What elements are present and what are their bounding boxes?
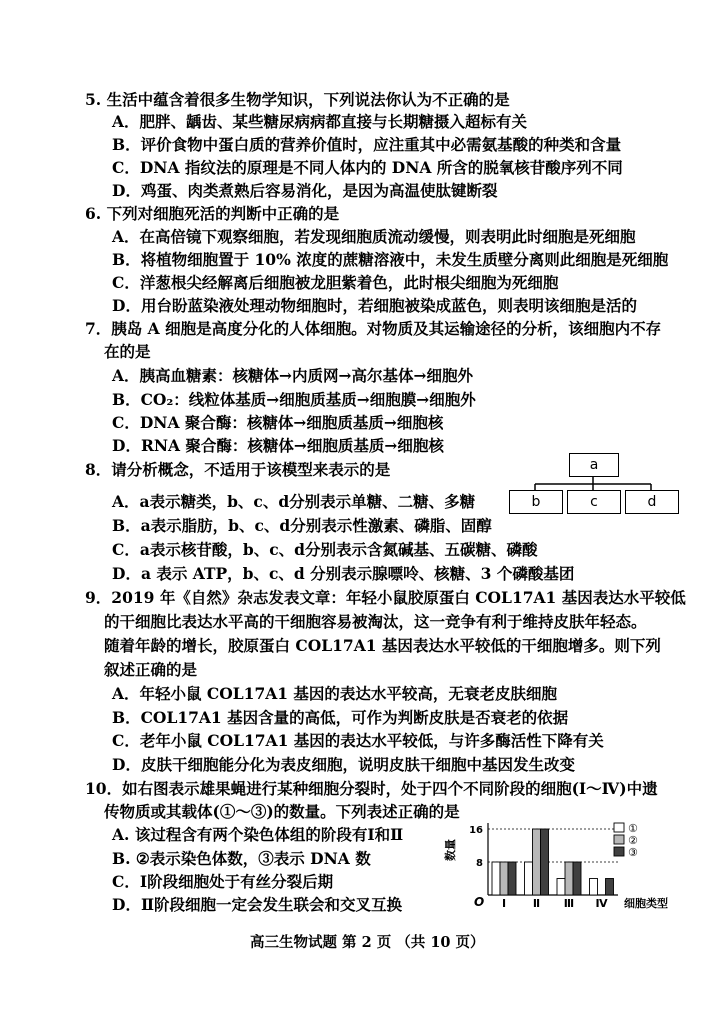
q9-option-b: B．COL17A1 基因含量的高低，可作为判断皮肤是否衰老的依据 xyxy=(112,708,569,727)
q7-option-c: C．DNA 聚合酶：核糖体→细胞质基质→细胞核 xyxy=(112,413,444,432)
q8-stem: 8．请分析概念，不适用于该模型来表示的是 xyxy=(85,460,391,479)
chart-x-axis-label: 细胞类型 xyxy=(624,897,668,910)
q7-stem-line2: 在的是 xyxy=(104,342,151,361)
q10-option-b: B. ②表示染色体数，③表示 DNA 数 xyxy=(112,849,371,868)
diagram-node-d: d xyxy=(625,490,679,514)
page-footer: 高三生物试题 第 2 页 （共 10 页） xyxy=(250,934,485,951)
q6-stem: 6. 下列对细胞死活的判断中正确的是 xyxy=(85,204,340,223)
legend-swatch-1 xyxy=(614,823,624,832)
q10-option-a: A. 该过程含有两个染色体组的阶段有Ⅰ和Ⅱ xyxy=(112,825,404,844)
q5-option-b: B．评价食物中蛋白质的营养价值时，应注重其中必需氨基酸的种类和含量 xyxy=(112,135,622,154)
q7-option-a: A．胰高血糖素：核糖体→内质网→高尔基体→细胞外 xyxy=(112,366,473,385)
bar-2-2 xyxy=(533,829,541,895)
q5-option-a: A．肥胖、龋齿、某些糖尿病病都直接与长期糖摄入超标有关 xyxy=(112,112,528,131)
q5-option-d: D．鸡蛋、肉类煮熟后容易消化，是因为高温使肽键断裂 xyxy=(112,181,498,200)
bar-2-3 xyxy=(541,829,549,895)
q8-option-a: A．a表示糖类，b、c、d分别表示单糖、二糖、多糖 xyxy=(112,492,476,511)
q6-option-d: D．用台盼蓝染液处理动物细胞时，若细胞被染成蓝色，则表明该细胞是活的 xyxy=(112,296,637,315)
q10-stem-line2: 传物质或其载体(①～③)的数量。下列表述正确的是 xyxy=(104,802,460,821)
chart-y-axis-label: 数量 xyxy=(444,839,457,861)
q6-option-a: A．在高倍镜下观察细胞，若发现细胞质流动缓慢，则表明此时细胞是死细胞 xyxy=(112,227,636,246)
x-tick-label: Ⅳ xyxy=(595,897,608,910)
q6-option-b: B．将植物细胞置于 10% 浓度的蔗糖溶液中，未发生质壁分离则此细胞是死细胞 xyxy=(112,250,669,269)
concept-model-diagram xyxy=(505,450,685,518)
bar-3-1 xyxy=(557,879,565,896)
x-tick-label: Ⅰ xyxy=(501,897,507,910)
bar-4-3 xyxy=(606,879,614,896)
q9-stem-line2: 的干细胞比表达水平高的干细胞容易被淘汰，这一竞争有利于维持皮肤年轻态。 xyxy=(104,612,647,631)
q8-option-c: C．a表示核苷酸，b、c、d分别表示含氮碱基、五碳糖、磷酸 xyxy=(112,540,538,559)
bar-3-2 xyxy=(565,862,573,895)
q9-option-d: D．皮肤干细胞能分化为表皮细胞，说明皮肤干细胞中基因发生改变 xyxy=(112,755,575,774)
q7-stem-line1: 7．胰岛 A 细胞是高度分化的人体细胞。对物质及其运输途径的分析，该细胞内不存 xyxy=(85,319,662,338)
q8-option-b: B．a表示脂肪，b、c、d分别表示性激素、磷脂、固醇 xyxy=(112,516,492,535)
bar-1-1 xyxy=(492,862,500,895)
q10-option-c: C．Ⅰ阶段细胞处于有丝分裂后期 xyxy=(112,872,334,891)
q6-option-c: C．洋葱根尖经解离后细胞被龙胆紫着色，此时根尖细胞为死细胞 xyxy=(112,273,559,292)
q5-stem: 5. 生活中蕴含着很多生物学知识，下列说法你认为不正确的是 xyxy=(85,90,510,109)
q9-option-a: A．年轻小鼠 COL17A1 基因的表达水平较高，无衰老皮肤细胞 xyxy=(112,684,557,703)
diagram-node-b: b xyxy=(509,490,563,514)
legend-label-3: ③ xyxy=(628,846,638,859)
legend-swatch-2 xyxy=(614,835,624,844)
bar-4-1 xyxy=(590,879,598,896)
legend-label-1: ① xyxy=(628,822,638,835)
y-tick-label: 16 xyxy=(469,825,483,836)
x-tick-label: Ⅲ xyxy=(563,897,575,910)
legend-label-2: ② xyxy=(628,834,638,847)
bar-2-1 xyxy=(525,862,533,895)
bar-1-2 xyxy=(500,862,508,895)
bar-1-3 xyxy=(508,862,516,895)
q9-stem-line3: 随着年龄的增长，胶原蛋白 COL17A1 基因表达水平较低的干细胞增多。则下列 xyxy=(104,636,661,655)
x-tick-label: Ⅱ xyxy=(532,897,541,910)
chart-origin-label: O xyxy=(474,895,485,909)
y-tick-label: 8 xyxy=(476,858,483,869)
q10-stem-line1: 10．如右图表示雄果蝇进行某种细胞分裂时，处于四个不同阶段的细胞(Ⅰ～Ⅳ)中遗 xyxy=(85,779,658,798)
q10-option-d: D．Ⅱ阶段细胞一定会发生联会和交叉互换 xyxy=(112,895,403,914)
q7-option-b: B．CO₂：线粒体基质→细胞质基质→细胞膜→细胞外 xyxy=(112,390,476,409)
bar-3-3 xyxy=(573,862,581,895)
q8-option-d: D．a 表示 ATP，b、c、d 分别表示腺嘌呤、核糖、3 个磷酸基团 xyxy=(112,564,575,583)
diagram-node-a: a xyxy=(569,453,619,477)
diagram-node-c: c xyxy=(567,490,621,514)
q9-option-c: C．老年小鼠 COL17A1 基因的表达水平较低，与许多酶活性下降有关 xyxy=(112,731,604,750)
q7-option-d: D．RNA 聚合酶：核糖体→细胞质基质→细胞核 xyxy=(112,436,444,455)
q9-stem-line4: 叙述正确的是 xyxy=(104,660,198,679)
cell-stage-bar-chart xyxy=(440,815,680,915)
q5-option-c: C．DNA 指纹法的原理是不同人体内的 DNA 所含的脱氧核苷酸序列不同 xyxy=(112,158,623,177)
q9-stem-line1: 9．2019 年《自然》杂志发表文章：年轻小鼠胶原蛋白 COL17A1 基因表达水平较低 xyxy=(85,588,686,607)
legend-swatch-3 xyxy=(614,847,624,856)
